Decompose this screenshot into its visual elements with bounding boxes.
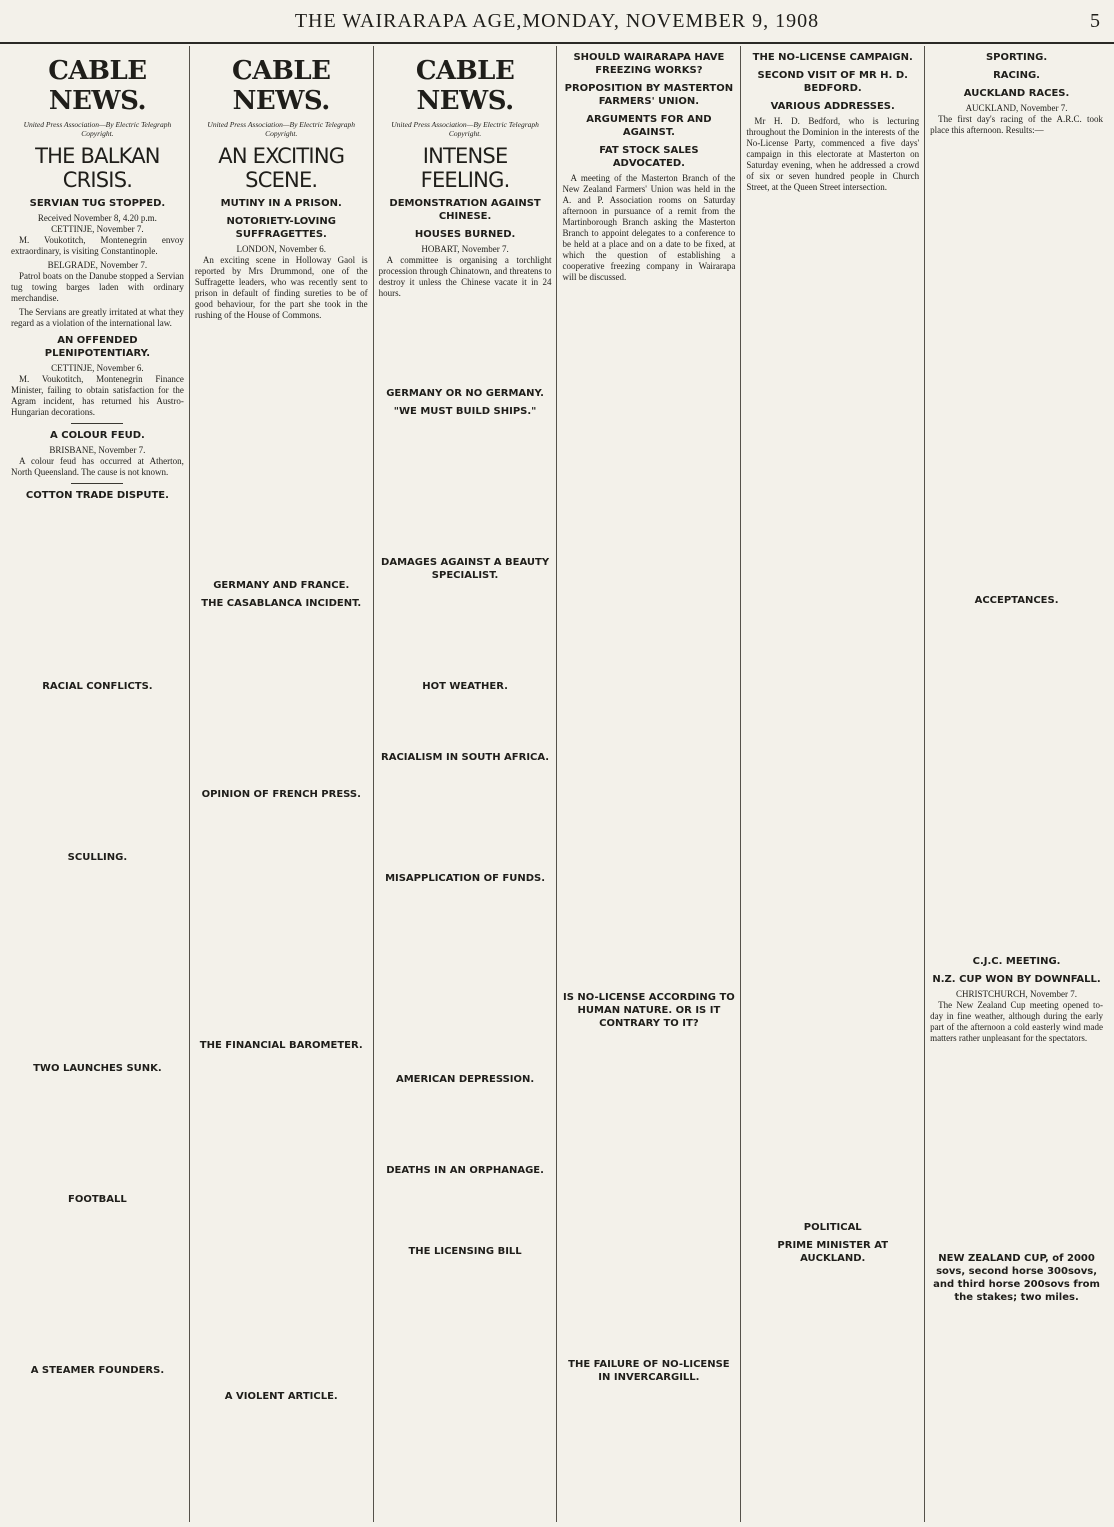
subheading: AUCKLAND RACES. (963, 88, 1070, 99)
paragraph: The New Zealand Cup meeting opened to-day in fine weather, although during the early part of the afternoon a cold easterly wind made matters rather unpleasant for the spectators. (930, 1000, 1103, 1043)
column-5 (741, 46, 925, 1522)
text-block (11, 696, 184, 846)
text-block (379, 585, 552, 675)
subheading: FOOTBALL (68, 1194, 127, 1205)
text-block (195, 1055, 368, 1385)
paragraph: M. Voukotitch, Montenegrin Finance Minister, failing to obtain satisfaction for the Agram incident, has returned his Austro-Hungarian decorations. (11, 374, 184, 417)
dateline: BRISBANE, November 7. (49, 445, 146, 455)
subheading: ARGUMENTS FOR AND AGAINST. (586, 114, 712, 138)
subheading: RACIALISM IN SOUTH AFRICA. (381, 752, 550, 763)
subheading: ACCEPTANCES. (974, 595, 1059, 606)
subheading: DAMAGES AGAINST A BEAUTY SPECIALIST. (381, 557, 550, 581)
column-3 (374, 46, 558, 1522)
dateline: CHRISTCHURCH, November 7. (956, 989, 1078, 999)
subheading: GERMANY OR NO GERMANY. (386, 388, 544, 399)
subheading: RACING. (993, 70, 1040, 81)
column-heading: CABLE NEWS. (48, 56, 147, 116)
subheading: VARIOUS ADDRESSES. (770, 101, 895, 112)
subheading: NOTORIETY-LOVING SUFFRAGETTES. (226, 216, 336, 240)
column-heading: CABLE NEWS. (232, 56, 331, 116)
subheading: IS NO-LICENSE ACCORDING TO HUMAN NATURE. OR IS IT CONTRARY TO IT? (563, 992, 735, 1029)
press-association-note: United Press Association—By Electric Telegraph Copyright. (207, 120, 356, 138)
subheading: TWO LAUNCHES SUNK. (33, 1063, 162, 1074)
subheading: OPINION OF FRENCH PRESS. (201, 789, 361, 800)
text-block (11, 1209, 184, 1359)
subheading: THE FAILURE OF NO-LICENSE IN INVERCARGILL. (568, 1359, 730, 1383)
subheading: A STEAMER FOUNDERS. (30, 1365, 165, 1376)
subheading: GERMANY AND FRANCE. (213, 580, 350, 591)
subheading: SERVIAN TUG STOPPED. (29, 198, 166, 209)
subheading: SCULLING. (67, 852, 128, 863)
subheading: A VIOLENT ARTICLE. (224, 1391, 338, 1402)
column-2 (190, 46, 374, 1522)
paragraph: M. Voukotitch, Montenegrin envoy extraordinary, is visiting Constantinople. (11, 235, 184, 256)
subheading: DEATHS IN AN ORPHANAGE. (386, 1165, 544, 1176)
paragraph: The Servians are greatly irritated at what they regard as a violation of the international law. (11, 307, 184, 328)
divider (71, 423, 123, 424)
paragraph: A meeting of the Masterton Branch of the New Zealand Farmers' Union was held in the A. and P. Association rooms on Saturday afternoon in pursuance of a remit from the Martinborough Branch asking the Masterton Branch to appoint delegates to a conference to be held at a place and on a date to be fixed, at which the question of establishing a cooperative freezing company in Wairarapa will be discussed. (562, 173, 736, 282)
column-6 (925, 46, 1108, 1522)
paragraph: An exciting scene in Holloway Gaol is reported by Mrs Drummond, one of the Suffragette leaders, who was recently sent to prison in default of finding sureties to be of good behaviour, for the part she took in the rushing of the House of Commons. (194, 255, 368, 320)
subheading: DEMONSTRATION AGAINST CHINESE. (389, 198, 541, 222)
divider (71, 483, 123, 484)
subheading: MISAPPLICATION OF FUNDS. (385, 873, 546, 884)
subheading: C.J.C. MEETING. (972, 956, 1061, 967)
text-block (562, 1033, 735, 1353)
text-block (195, 324, 368, 574)
text-block (930, 139, 1103, 589)
text-block (379, 421, 552, 551)
subheading: THE LICENSING BILL (408, 1246, 522, 1257)
subheading: SPORTING. (985, 52, 1048, 63)
subheading: PROPOSITION BY MASTERTON FARMERS' UNION. (564, 83, 734, 107)
subheading: THE FINANCIAL BAROMETER. (199, 1040, 363, 1051)
text-block (195, 804, 368, 1034)
subheading: HOT WEATHER. (422, 681, 508, 692)
article-headline: AN EXCITING SCENE. (218, 144, 345, 192)
dateline: BELGRADE, November 7. (47, 260, 148, 270)
paragraph: A committee is organising a torchlight procession through Chinatown, and threatens to destroy it unless the Chinese vacate it in 24 hours. (378, 255, 552, 298)
column-heading: CABLE NEWS. (415, 56, 515, 116)
text-block (746, 196, 919, 1216)
subheading: A COLOUR FEUD. (50, 430, 145, 441)
subheading: MUTINY IN A PRISON. (220, 198, 342, 209)
text-block (379, 888, 552, 1068)
text-block (11, 505, 184, 675)
text-block (379, 302, 552, 382)
text-block (195, 613, 368, 783)
text-block (930, 610, 1103, 950)
paragraph: A colour feud has occurred at Atherton, North Queensland. The cause is not known. (11, 456, 184, 477)
dateline: LONDON, November 6. (236, 244, 326, 254)
column-4 (557, 46, 741, 1522)
subheading: RACIAL CONFLICTS. (42, 681, 153, 692)
text-block (11, 1078, 184, 1188)
subheading: PRIME MINISTER AT AUCKLAND. (777, 1240, 889, 1264)
text-block (379, 1089, 552, 1159)
press-association-note: United Press Association—By Electric Telegraph Copyright. (391, 120, 539, 138)
press-association-note: United Press Association—By Electric Telegraph Copyright. (23, 120, 172, 138)
subheading: POLITICAL (803, 1222, 862, 1233)
dateline: AUCKLAND, November 7. (965, 103, 1068, 113)
subheading: FAT STOCK SALES ADVOCATED. (599, 145, 699, 169)
paragraph: Patrol boats on the Danube stopped a Servian tug towing barges laden with ordinary merchandise. (11, 271, 184, 303)
paragraph: The first day's racing of the A.R.C. took place this afternoon. Results:— (930, 114, 1103, 135)
dateline: CETTINJE, November 7. (51, 224, 144, 234)
subheading: SHOULD WAIRARAPA HAVE FREEZING WORKS? (573, 52, 725, 76)
text-block (379, 767, 552, 867)
masthead (0, 6, 1114, 44)
article-headline: THE BALKAN CRISIS. (35, 144, 160, 192)
subheading: THE CASABLANCA INCIDENT. (201, 598, 362, 609)
subheading: SECOND VISIT OF MR H. D. BEDFORD. (757, 70, 908, 94)
columns (6, 46, 1108, 1522)
subheading: THE NO-LICENSE CAMPAIGN. (752, 52, 913, 63)
column-1 (6, 46, 190, 1522)
text-block (379, 1180, 552, 1240)
subheading: NEW ZEALAND CUP, of 2000 sovs, second horse 300sovs, and third horse 200sovs from the stakes; two miles. (933, 1253, 1100, 1303)
text-block (562, 286, 735, 986)
text-block (930, 1047, 1103, 1247)
dateline: CETTINJE, November 6. (51, 363, 144, 373)
subheading: AMERICAN DEPRESSION. (395, 1074, 535, 1085)
newspaper-title: THE WAIRARAPA AGE,MONDAY, NOVEMBER 9, 1908 (294, 10, 820, 32)
article-headline: INTENSE FEELING. (420, 144, 510, 192)
text-block (11, 867, 184, 1057)
subheading: "WE MUST BUILD SHIPS." (393, 406, 537, 417)
text-block (379, 696, 552, 746)
dateline: Received November 8, 4.20 p.m. (37, 213, 157, 223)
dateline: HOBART, November 7. (421, 244, 509, 254)
subheading: N.Z. CUP WON BY DOWNFALL. (932, 974, 1101, 985)
paragraph: Mr H. D. Bedford, who is lecturing throughout the Dominion in the interests of the No-License Party, commenced a five days' campaign in this electorate at Masterton on Saturday evening, when he addressed a crowd of six or seven hundred people in Church Street, at the Queen Street intersection. (746, 116, 920, 192)
subheading: HOUSES BURNED. (414, 229, 516, 240)
page-number: 5 (1090, 10, 1100, 32)
subheading: COTTON TRADE DISPUTE. (25, 490, 169, 501)
subheading: AN OFFENDED PLENIPOTENTIARY. (44, 335, 151, 359)
